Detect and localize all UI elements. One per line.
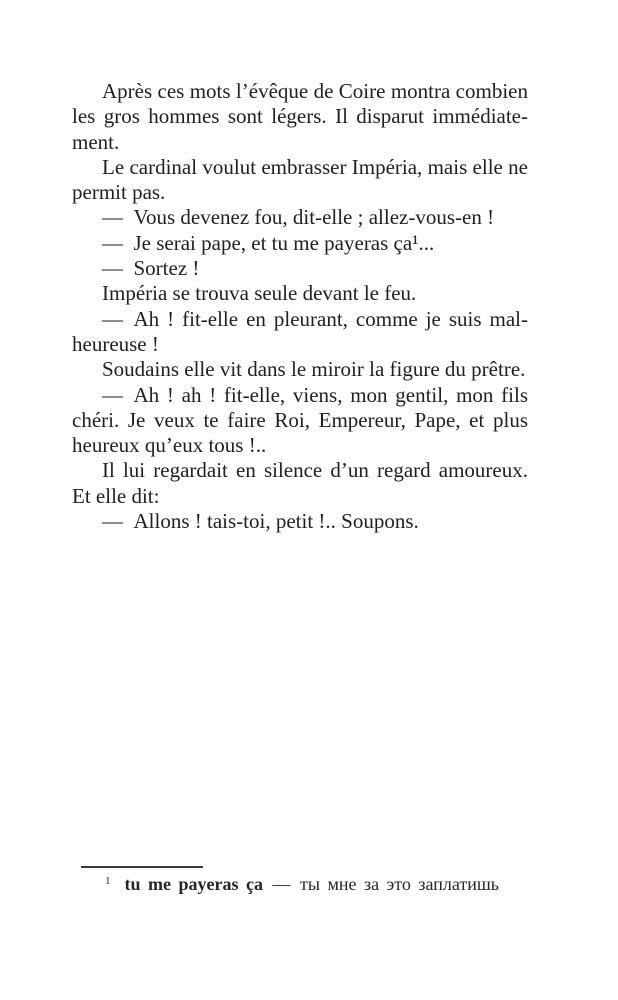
text-line: permit pas.	[72, 180, 166, 205]
dialogue-line: — Allons ! tais-toi, petit !.. Soupons.	[102, 509, 419, 534]
dialogue-line: — Ah ! fit-elle en pleurant, comme je suis mal-	[102, 306, 528, 331]
text-line: Le cardinal voulut embrasser Impéria, mais elle ne	[102, 154, 528, 179]
text-line: Soudains elle vit dans le miroir la figure du prêtre.	[102, 357, 526, 382]
text-line: Après ces mots l’évêque de Coire montra combien	[102, 79, 528, 103]
text-line: Et elle dit:	[72, 483, 160, 508]
text-line: heureuse !	[72, 331, 159, 356]
text-line: ment.	[72, 129, 120, 154]
dialogue-line: — Ah ! ah ! fit-elle, viens, mon gentil, mon fils	[102, 382, 528, 407]
footnote-block	[72, 866, 528, 895]
body-text	[72, 79, 528, 534]
footnote-dash: —	[272, 874, 291, 894]
footnote-rule	[81, 866, 203, 868]
footnote-text	[72, 874, 528, 895]
footnote-translation: ты мне за это заплатишь	[299, 874, 499, 894]
text-line: les gros hommes sont légers. Il disparut immédiate-	[72, 104, 528, 129]
dialogue-line: — Vous devenez fou, dit-elle ; allez-vous-en !	[102, 205, 495, 230]
text-line: heureux qu’eux tous !..	[72, 433, 267, 458]
dialogue-line: — Sortez !	[102, 256, 200, 281]
text-line: Impéria se trouva seule devant le feu.	[102, 281, 417, 306]
dialogue-line: — Je serai pape, et tu me payeras ça¹...	[102, 230, 435, 255]
text-line: chéri. Je veux te faire Roi, Empereur, Pape, et plus	[72, 407, 528, 432]
text-line: Il lui regardait en silence d’un regard amoureux.	[102, 458, 528, 483]
footnote-term: tu me payeras ça	[124, 874, 263, 894]
footnote-marker: 1	[105, 875, 111, 887]
